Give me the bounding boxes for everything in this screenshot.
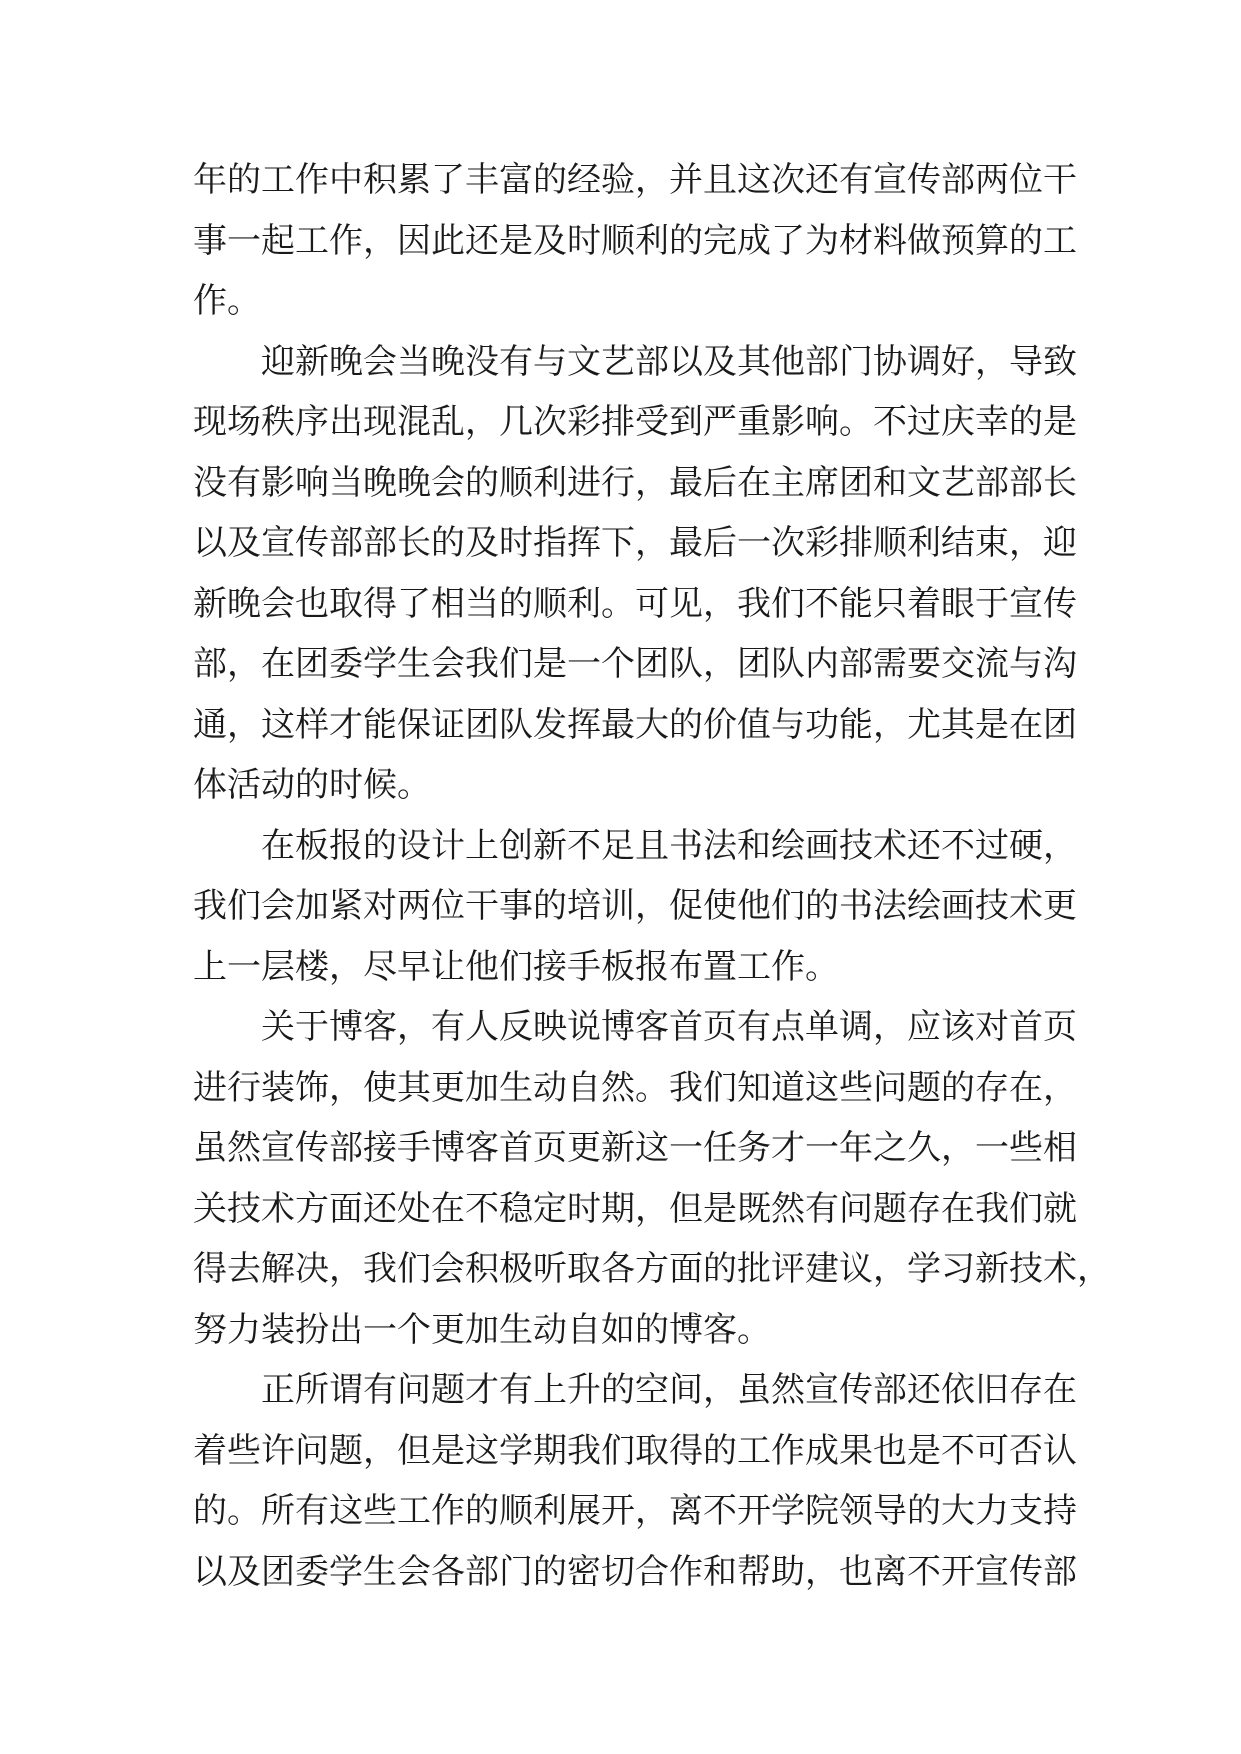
text-line: 年的工作中积累了丰富的经验，并且这次还有宣传部两位干 bbox=[193, 160, 1077, 200]
text-line: 我们会加紧对两位干事的培训，促使他们的书法绘画技术更 bbox=[193, 886, 1077, 926]
text-line: 部，在团委学生会我们是一个团队，团队内部需要交流与沟 bbox=[193, 644, 1077, 684]
text-line: 关技术方面还处在不稳定时期，但是既然有问题存在我们就 bbox=[193, 1188, 1077, 1229]
paragraph-welcome-party bbox=[193, 332, 1077, 816]
text-line: 体活动的时候。 bbox=[193, 765, 431, 805]
text-line: 着些许问题，但是这学期我们取得的工作成果也是不可否认 bbox=[193, 1430, 1077, 1471]
paragraph-blog bbox=[193, 997, 1111, 1360]
text-line: 通，这样才能保证团队发挥最大的价值与功能，尤其是在团 bbox=[193, 704, 1077, 745]
text-line: 进行装饰，使其更加生动自然。我们知道这些问题的存在， bbox=[193, 1067, 1077, 1108]
text-line: 以及宣传部部长的及时指挥下，最后一次彩排顺利结束，迎 bbox=[193, 523, 1077, 563]
text-line: 上一层楼，尽早让他们接手板报布置工作。 bbox=[193, 946, 839, 987]
text-line: 事一起工作，因此还是及时顺利的完成了为材料做预算的工 bbox=[193, 220, 1077, 261]
text-line: 迎新晚会当晚没有与文艺部以及其他部门协调好，导致 bbox=[261, 341, 1077, 382]
text-line: 的。所有这些工作的顺利展开，离不开学院领导的大力支持 bbox=[193, 1491, 1077, 1531]
text-line: 新晚会也取得了相当的顺利。可见，我们不能只着眼于宣传 bbox=[193, 583, 1077, 624]
body-text bbox=[193, 150, 1111, 1602]
text-line: 以及团委学生会各部门的密切合作和帮助，也离不开宣传部 bbox=[193, 1551, 1077, 1592]
text-line: 关于博客，有人反映说博客首页有点单调，应该对首页 bbox=[261, 1007, 1077, 1047]
text-line: 在板报的设计上创新不足且书法和绘画技术还不过硬， bbox=[261, 825, 1077, 866]
paragraph-summary bbox=[193, 1360, 1077, 1602]
text-line: 现场秩序出现混乱，几次彩排受到严重影响。不过庆幸的是 bbox=[193, 402, 1077, 442]
paragraph-blackboard bbox=[193, 816, 1077, 998]
text-line: 正所谓有问题才有上升的空间，虽然宣传部还依旧存在 bbox=[261, 1370, 1077, 1410]
text-line: 作。 bbox=[193, 281, 261, 321]
text-line: 得去解决，我们会积极听取各方面的批评建议，学习新技术， bbox=[193, 1249, 1111, 1289]
text-line: 没有影响当晚晚会的顺利进行，最后在主席团和文艺部部长 bbox=[193, 462, 1077, 503]
text-line: 努力装扮出一个更加生动自如的博客。 bbox=[193, 1309, 771, 1350]
paragraph-material-budget bbox=[193, 150, 1077, 332]
text-line: 虽然宣传部接手博客首页更新这一任务才一年之久，一些相 bbox=[193, 1128, 1077, 1168]
